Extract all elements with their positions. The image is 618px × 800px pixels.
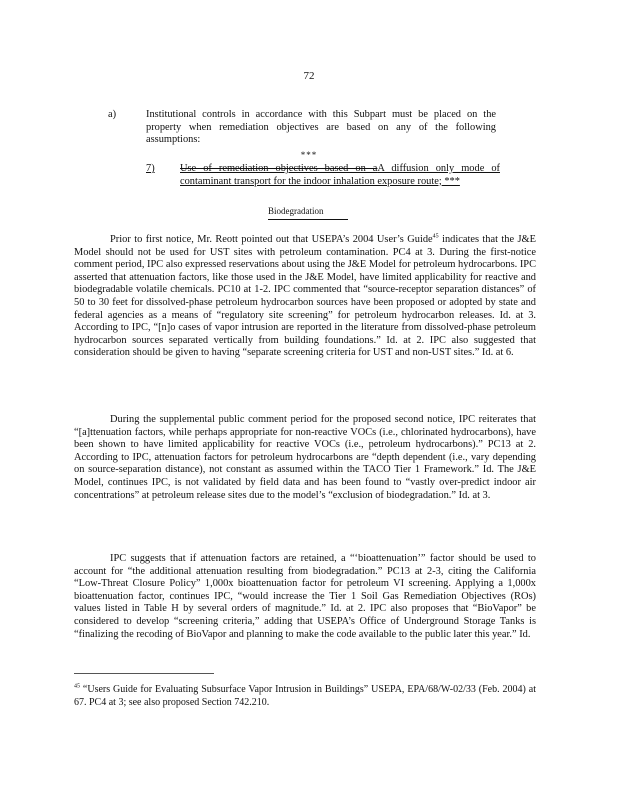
omission-stars: *** [300, 150, 318, 160]
item-a-text: Institutional controls in accordance with this Subpart must be placed on the property when remediation objectives are based on any of the following assumptions: [146, 109, 496, 146]
page-number: 72 [303, 70, 315, 82]
item-7-text [180, 163, 500, 188]
paragraph-1-part-2: indicates that the J&E Model should not be used for UST sites with petroleum contamination. PC4 at 3. During the first-notice comment period, IPC also expressed reservations about using the J&E Model for petroleum hydrocarbons. IPC asserted that attenuation factors, like those used in the J&E Model, have limited applicability for reactive and biodegradable volatile chemicals. PC10 at 1-2. IPC commented that “source-receptor separation distances” of 50 to 30 feet for dissolved-phase petroleum hydrocarbon sources have been proposed or adopted by state and federal agencies as a means of “regulatory site screening” for petroleum hydrocarbon releases. Id. at 3. According to IPC, “[n]o cases of vapor intrusion are reported in the literature from dissolved-phase petroleum hydrocarbon sources separated vertically from building foundations.” Id. at 2. IPC also suggested that consideration should be given to having “separate screening criteria for UST and non-UST sites.” Id. at 6. [74, 234, 536, 359]
item-a-letter: a) [108, 109, 117, 120]
footnote [74, 684, 536, 709]
trailing-stars: *** [441, 175, 460, 187]
item-7-number: 7) [146, 163, 155, 174]
footnote-number: 45 [74, 683, 80, 690]
paragraph-3: IPC suggests that if attenuation factors are retained, a “‘bioattenuation’” factor should be used to account for “the additional attenuation resulting from biodegradation.” PC13 at 2-3, citing the California “Low-Threat Closure Policy” 1,000x bioattenuation factor for petroleum VI screening. Applying a 1,000x bioattenuation factor, continues IPC, “would increase the Tier 1 Soil Gas Remediation Objectives (ROs) values listed in Table H by several orders of magnitude.” Id. at 2. IPC also proposes that “BioVapor” be considered to develop “screening criteria,” adding that USEPA’s Office of Underground Storage Tanks is “finalizing the recoding of BioVapor and planning to make the code available to the public later this year.” Id. [74, 553, 536, 640]
paragraph-2: During the supplemental public comment period for the proposed second notice, IPC reiterates that “[a]ttenuation factors, while perhaps appropriate for non-reactive VOCs (i.e., chlorinated hydrocarbons), have been shown to have limited applicability for reactive VOCs (i.e., petroleum hydrocarbons).” PC13 at 2. According to IPC, attenuation factors for petroleum hydrocarbons are “depth dependent (i.e., vary depending on source-separation distance), not constant as assumed within the TACO Tier 1 Framework.” Id. The J&E Model, continues IPC, is not validated by field data and has been found to “vastly over-predict indoor air concentrations” at petroleum release sites due to the model’s “exclusion of biodegradation.” Id. at 3. [74, 414, 536, 501]
footnote-divider [74, 673, 214, 674]
paragraph-1 [74, 234, 536, 360]
section-heading: Biodegradation [268, 205, 348, 220]
struck-text: Use of remediation objectives based on a [180, 163, 378, 174]
footnote-text: “Users Guide for Evaluating Subsurface Vapor Intrusion in Buildings” USEPA, EPA/68/W-02/33 (Feb. 2004) at 67. PC4 at 3; see also proposed Section 742.210. [74, 684, 536, 708]
inserted-text: A diffusion only mode of contaminant transport for the indoor inhalation exposure route; [180, 163, 500, 187]
paragraph-1-part-1: Prior to first notice, Mr. Reott pointed out that USEPA’s 2004 User’s Guide [110, 234, 433, 245]
footnote-reference: 45 [432, 233, 439, 240]
